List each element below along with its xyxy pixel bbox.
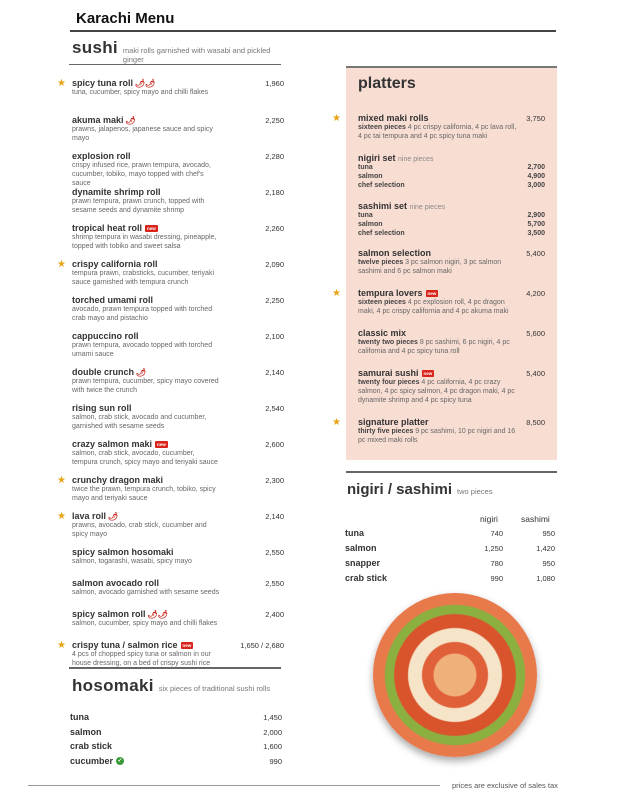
platter-samurai-sushi xyxy=(358,368,548,405)
item-price: 2,600 xyxy=(265,440,284,449)
platter-option-row xyxy=(358,163,548,172)
sushi-header xyxy=(57,38,285,64)
item-price: 2,260 xyxy=(265,224,284,233)
item-name xyxy=(72,367,146,377)
footer-divider xyxy=(28,785,440,786)
menu-item xyxy=(57,547,285,578)
row-price: 990 xyxy=(269,756,282,766)
item-name-row xyxy=(72,115,285,125)
platter-name: nigiri set nine pieces xyxy=(358,153,434,163)
item-price: 2,300 xyxy=(265,476,284,485)
item-name xyxy=(72,259,158,269)
platter-desc: sixteen pieces 4 pc explosion roll, 4 pc dragon maki, 4 pc crispy california and 4 pc akuma maki xyxy=(358,299,509,315)
item-price: 2,100 xyxy=(265,332,284,341)
row-price: 1,600 xyxy=(263,742,282,751)
item-desc: 4 pcs of chopped spicy tuna or salmon in our house dressing, on a bed of crispy sushi rice xyxy=(72,651,211,667)
option-price: 3,500 xyxy=(527,230,545,237)
row-name: crab stick xyxy=(345,573,388,583)
item-name xyxy=(72,640,193,650)
item-name-text: torched umami roll xyxy=(72,295,154,305)
item-name-row xyxy=(72,547,285,557)
platter-option-row xyxy=(358,229,548,238)
menu-item xyxy=(57,578,285,609)
sashimi-price: 1,420 xyxy=(536,544,555,553)
item-name-text: lava roll xyxy=(72,511,107,521)
chili-icon: 🌶🌶 xyxy=(147,610,168,619)
platter-option-row xyxy=(358,181,548,190)
item-desc: prawns, jalapenos, japanese sauce and spicy mayo xyxy=(72,126,213,142)
menu-item xyxy=(57,609,285,640)
option-price: 2,700 xyxy=(527,164,545,171)
chili-icon: 🌶 xyxy=(136,368,147,377)
sushi-divider xyxy=(69,64,281,65)
item-name-text: crunchy dragon maki xyxy=(72,475,164,485)
item-desc: tuna, cucumber, spicy mayo and chilli flakes xyxy=(72,89,209,96)
option-price: 3,000 xyxy=(527,182,545,189)
hosomaki-title: hosomaki xyxy=(72,676,154,695)
item-price: 2,250 xyxy=(265,296,284,305)
item-price: 2,400 xyxy=(265,610,284,619)
column-header-sashimi: sashimi xyxy=(521,514,550,524)
item-price: 1,960 xyxy=(265,79,284,88)
item-name xyxy=(72,609,168,619)
menu-item xyxy=(57,640,285,668)
star-icon: ★ xyxy=(332,417,341,428)
option-price: 5,700 xyxy=(527,221,545,228)
sashimi-price: 950 xyxy=(542,559,555,568)
item-price: 2,550 xyxy=(265,579,284,588)
new-badge: new xyxy=(427,291,437,297)
item-name-text: dynamite shrimp roll xyxy=(72,187,161,197)
hosomaki-header xyxy=(72,676,270,696)
row-price: 2,000 xyxy=(263,727,282,737)
table-row xyxy=(345,543,556,557)
menu-item xyxy=(57,439,285,480)
header-divider xyxy=(70,30,556,32)
item-desc: prawn tempura, cucumber, spicy mayo covered with twice the crunch xyxy=(72,378,219,394)
platter-name: classic mix xyxy=(358,328,407,338)
platter-name: samurai sushi new xyxy=(358,368,433,378)
row-name: crab stick xyxy=(70,741,113,751)
item-name-row xyxy=(72,223,285,233)
sushi-title: sushi xyxy=(72,38,118,57)
menu-item xyxy=(57,223,285,264)
item-name-text: rising sun roll xyxy=(72,403,132,413)
item-name-row xyxy=(72,439,285,449)
vegan-check-icon: ✓ xyxy=(117,758,123,765)
table-row xyxy=(345,558,556,572)
platter-name: salmon selection xyxy=(358,248,432,258)
platter-price: 5,600 xyxy=(526,329,545,338)
sashimi-price: 950 xyxy=(542,529,555,538)
platter-price: 5,400 xyxy=(526,369,545,378)
sashimi-price: 1,080 xyxy=(536,574,555,583)
row-name: salmon xyxy=(345,543,377,553)
item-price: 2,090 xyxy=(265,260,284,269)
star-icon: ★ xyxy=(57,78,66,89)
platter-desc: twelve pieces 3 pc salmon nigiri, 3 pc salmon sashimi and 6 pc salmon maki xyxy=(358,259,502,275)
item-name-text: akuma maki xyxy=(72,115,124,125)
platter-desc: twenty four pieces 4 pc california, 4 pc crazy salmon, 4 pc spicy salmon, 4 pc dragon maki, 4 pc dynamite shrimp and 4 pc spicy tuna xyxy=(358,379,515,404)
chili-icon: 🌶 xyxy=(108,512,119,521)
item-name-row xyxy=(72,640,285,650)
option-price: 4,900 xyxy=(527,173,545,180)
item-name-row xyxy=(72,295,285,305)
option-name: chef selection xyxy=(358,182,405,189)
star-icon: ★ xyxy=(332,113,341,124)
nigiri-price: 990 xyxy=(490,574,503,583)
item-name xyxy=(72,547,174,557)
item-name-row xyxy=(72,403,285,413)
item-name-row xyxy=(72,331,285,341)
column-header-nigiri: nigiri xyxy=(480,514,498,524)
platter-classic-mix xyxy=(358,328,548,356)
table-row xyxy=(345,573,556,587)
platter-desc: twenty two pieces 8 pc sashimi, 6 pc nigiri, 4 pc california and 4 pc spicy tuna roll xyxy=(358,339,510,355)
nigiri-price: 780 xyxy=(490,559,503,568)
platter-price: 4,200 xyxy=(526,289,545,298)
hosomaki-divider xyxy=(69,667,281,669)
star-icon: ★ xyxy=(332,288,341,299)
nigiri-price: 1,250 xyxy=(484,544,503,553)
star-icon: ★ xyxy=(57,475,66,486)
new-badge: new xyxy=(182,643,192,649)
sushi-bowl-image xyxy=(373,593,537,757)
item-desc: salmon, crab stick, avocado, cucumber, tempura crunch, spicy mayo and teriyaki sauce xyxy=(72,450,218,466)
item-name-row xyxy=(72,609,285,619)
item-name-row xyxy=(72,187,285,197)
item-name xyxy=(72,187,161,197)
menu-item xyxy=(57,367,285,408)
item-name xyxy=(72,475,163,485)
row-name: salmon xyxy=(70,726,102,737)
platter-mixed-maki xyxy=(332,113,548,141)
platters-title: platters xyxy=(358,75,416,92)
item-name xyxy=(72,439,168,449)
item-name-text: explosion roll xyxy=(72,151,131,161)
item-name xyxy=(72,223,158,233)
item-name-text: spicy salmon hosomaki xyxy=(72,547,174,557)
menu-item xyxy=(57,403,285,444)
item-desc: tempura prawn, crabsticks, cucumber, teriyaki sauce garnished with tempura crunch xyxy=(72,270,214,286)
row-price: 1,450 xyxy=(263,713,282,722)
item-name-row xyxy=(72,475,285,485)
item-price: 2,550 xyxy=(265,548,284,557)
menu-item xyxy=(57,511,285,552)
item-desc: prawn tempura, avocado topped with torched umami sauce xyxy=(72,342,213,358)
menu-item xyxy=(57,295,285,336)
option-name: tuna xyxy=(358,212,373,219)
star-icon: ★ xyxy=(57,640,66,651)
option-name: salmon xyxy=(358,221,383,228)
item-price: 2,540 xyxy=(265,404,284,413)
list-item xyxy=(70,712,282,722)
menu-item xyxy=(57,331,285,372)
item-name-text: spicy salmon roll xyxy=(72,609,146,619)
item-name-text: salmon avocado roll xyxy=(72,578,160,588)
item-name xyxy=(72,151,131,161)
table-row xyxy=(345,528,556,542)
row-name: cucumber xyxy=(70,755,114,766)
item-desc: salmon, avocado garnished with sesame seeds xyxy=(72,589,220,596)
platter-option-list xyxy=(358,211,548,238)
new-badge: new xyxy=(157,442,166,448)
platter-price: 5,400 xyxy=(526,249,545,258)
item-price: 2,140 xyxy=(265,368,284,377)
platter-option-row xyxy=(358,172,548,181)
item-desc: shrimp tempura in wasabi dressing, pineapple, topped with tobiko and sweet salsa xyxy=(72,234,217,250)
nigiri-divider xyxy=(346,471,557,473)
platter-desc: thirty five pieces 9 pc sashimi, 10 pc nigiri and 16 pc mixed maki rolls xyxy=(358,428,516,444)
item-price: 2,180 xyxy=(265,188,284,197)
item-name-text: crispy california roll xyxy=(72,259,158,269)
item-name xyxy=(72,331,139,341)
row-name: tuna xyxy=(345,528,364,538)
item-name xyxy=(72,115,136,125)
star-icon: ★ xyxy=(57,511,66,522)
list-item xyxy=(70,741,282,751)
platter-price: 3,750 xyxy=(526,114,545,123)
new-badge: new xyxy=(423,371,433,377)
item-name xyxy=(72,295,153,305)
nigiri-sashimi-subtitle: two pieces xyxy=(457,487,493,496)
item-price: 2,250 xyxy=(265,116,284,125)
item-desc: avocado, prawn tempura topped with torched crab mayo and pistachio xyxy=(72,306,213,322)
menu-item xyxy=(57,115,285,156)
platter-nigiri-set xyxy=(358,153,548,190)
item-name xyxy=(72,78,155,88)
item-name-text: spicy tuna roll xyxy=(72,78,134,88)
platter-signature xyxy=(332,417,548,445)
item-desc: twice the prawn, tempura crunch, tobiko, spicy mayo and teriyaki sauce xyxy=(72,486,216,502)
item-name-row xyxy=(72,578,285,588)
item-name-row xyxy=(72,78,285,88)
nigiri-sashimi-title: nigiri / sashimi two pieces xyxy=(347,481,493,498)
option-name: salmon xyxy=(358,173,383,180)
item-desc: prawn tempura, prawn crunch, topped with sesame seeds and dynamite shrimp xyxy=(72,198,205,214)
item-desc: salmon, cucumber, spicy mayo and chilli flakes xyxy=(72,620,218,627)
item-name-text: tropical heat roll xyxy=(72,223,143,233)
item-desc: salmon, crab stick, avocado and cucumber, garnished with sesame seeds xyxy=(72,414,207,430)
platter-option-list xyxy=(358,163,548,190)
platter-option-row xyxy=(358,220,548,229)
item-name-row xyxy=(72,511,285,521)
option-price: 2,900 xyxy=(527,212,545,219)
row-name: snapper xyxy=(345,558,381,568)
item-name-text: cappuccino roll xyxy=(72,331,139,341)
item-name xyxy=(72,578,159,588)
platter-price: 8,500 xyxy=(526,418,545,427)
option-name: tuna xyxy=(358,164,373,171)
platter-sashimi-set xyxy=(358,201,548,238)
item-name xyxy=(72,403,132,413)
page-title: Karachi Menu xyxy=(76,10,175,27)
menu-item xyxy=(57,151,285,192)
nigiri-price: 740 xyxy=(490,529,503,538)
item-name-text: crazy salmon maki xyxy=(72,439,153,449)
menu-item xyxy=(57,78,285,105)
item-desc: crispy infused rice, prawn tempura, avocado, cucumber, tobiko, mayo topped with chef's sauce xyxy=(72,162,211,187)
item-name-row xyxy=(72,259,285,269)
item-name-row xyxy=(72,151,285,161)
platter-salmon-selection xyxy=(358,248,548,276)
item-price: 2,140 xyxy=(265,512,284,521)
footer-note: prices are exclusive of sales tax xyxy=(452,781,558,790)
item-desc: prawns, avocado, crab stick, cucumber and spicy mayo xyxy=(72,522,207,538)
hosomaki-subtitle: six pieces of traditional sushi rolls xyxy=(158,684,271,693)
item-price: 1,650 / 2,680 xyxy=(240,641,284,650)
item-name xyxy=(72,511,118,521)
row-name: tuna xyxy=(70,712,89,722)
new-badge: new xyxy=(147,226,156,232)
sushi-list xyxy=(57,78,285,668)
platter-option-row xyxy=(358,211,548,220)
platter-name: sashimi set nine pieces xyxy=(358,201,445,211)
item-price: 2,280 xyxy=(265,152,284,161)
option-name: chef selection xyxy=(358,230,405,237)
item-name-text: crispy tuna / salmon rice xyxy=(72,640,178,650)
star-icon: ★ xyxy=(57,259,66,270)
menu-item xyxy=(57,187,285,228)
item-name-row xyxy=(72,367,285,377)
chili-icon: 🌶🌶 xyxy=(135,79,156,88)
platter-name: signature platter xyxy=(358,417,429,427)
menu-item xyxy=(57,475,285,516)
platter-name: tempura lovers new xyxy=(358,288,437,298)
list-item xyxy=(70,756,282,766)
sushi-section xyxy=(57,38,285,667)
menu-item xyxy=(57,259,285,300)
list-item xyxy=(70,727,282,737)
item-name-text: double crunch xyxy=(72,367,135,377)
sushi-subtitle: maki rolls garnished with wasabi and pickled ginger xyxy=(122,46,271,64)
platter-desc: sixteen pieces 4 pc crispy california, 4 pc lava roll, 4 pc tai tempura and 4 pc spicy tuna maki xyxy=(358,124,517,140)
chili-icon: 🌶 xyxy=(125,116,136,125)
platter-name: mixed maki rolls xyxy=(358,113,429,123)
platter-tempura-lovers xyxy=(332,288,548,316)
item-desc: salmon, togarashi, wasabi, spicy mayo xyxy=(72,558,192,565)
